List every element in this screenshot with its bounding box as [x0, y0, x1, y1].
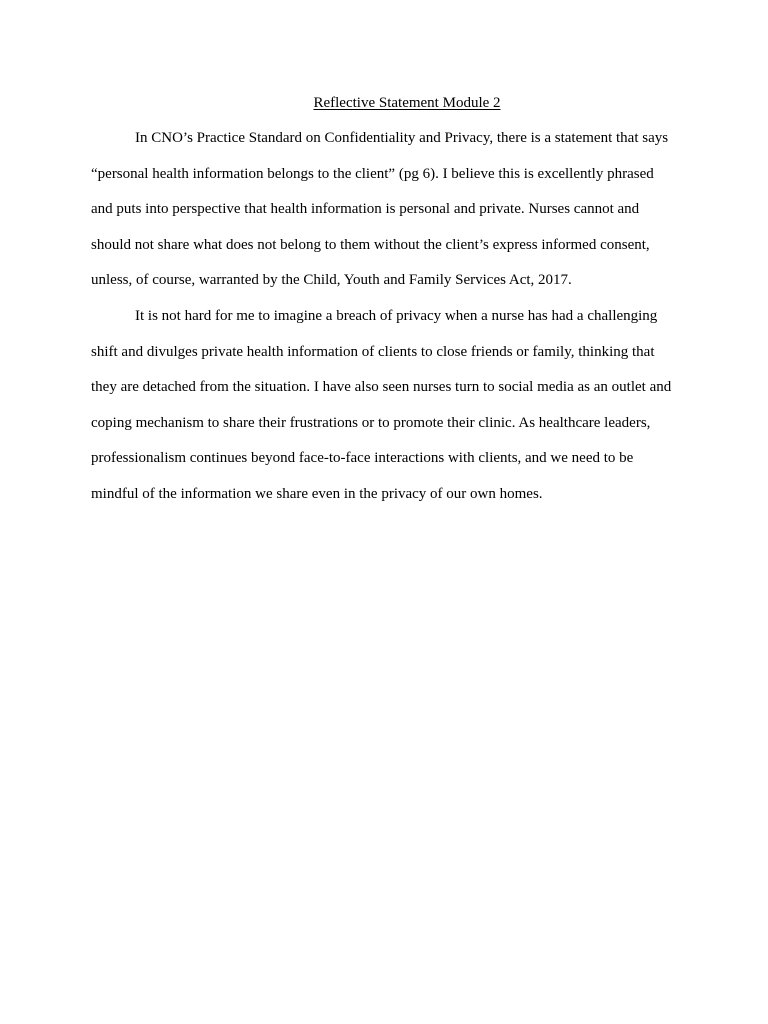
paragraph-line: unless, of course, warranted by the Child, Youth and Family Services Act, 2017. [91, 272, 572, 289]
paragraph-2 [91, 299, 691, 513]
paragraph-line: should not share what does not belong to them without the client’s express informed consent, [91, 236, 650, 253]
paragraph-line: professionalism continues beyond face-to-face interactions with clients, and we need to be [91, 450, 634, 467]
paragraph-line: shift and divulges private health information of clients to close friends or family, thinking that [91, 343, 655, 360]
document-body [91, 121, 691, 513]
paragraph-line: and puts into perspective that health information is personal and private. Nurses cannot and [91, 201, 640, 218]
paragraph-line: coping mechanism to share their frustrations or to promote their clinic. As healthcare leaders, [91, 414, 651, 431]
paragraph-1 [91, 121, 691, 299]
paragraph-line: mindful of the information we share even in the privacy of our own homes. [91, 485, 543, 502]
paragraph-line: “personal health information belongs to the client” (pg 6). I believe this is excellently phrased [91, 165, 654, 182]
paragraph-line: In CNO’s Practice Standard on Confidentiality and Privacy, there is a statement that says [135, 130, 669, 146]
document-title: Reflective Statement Module 2 [313, 95, 501, 111]
paragraph-line: It is not hard for me to imagine a breach of privacy when a nurse has had a challenging [135, 307, 658, 324]
paragraph-line: they are detached from the situation. I have also seen nurses turn to social media as an outlet and [91, 379, 672, 396]
